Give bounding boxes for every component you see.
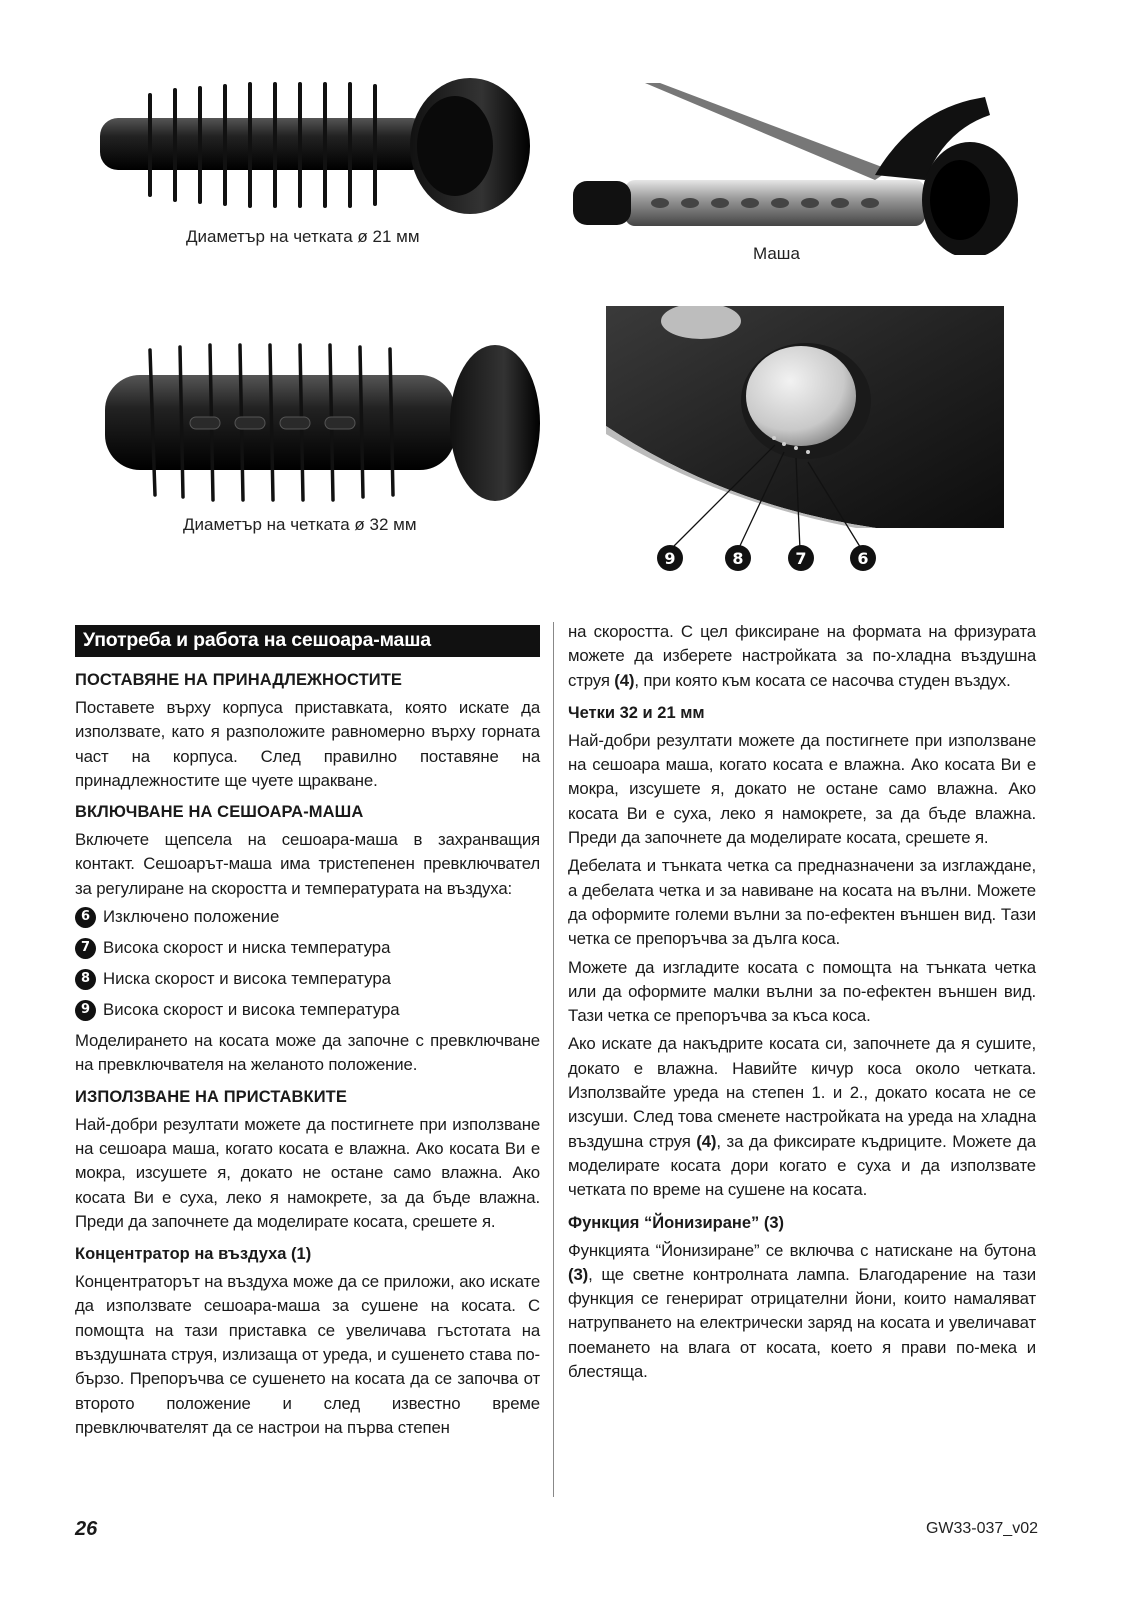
number-badge: 6 [75,907,96,928]
paragraph-switch-on: Включете щепсела на сешоара-маша в захранващия контакт. Сешоарът-маша има тристепенен превключвател за регулиране на скоростта и температурата на въздуха: [75,830,540,898]
list-item-text: Висока скорост и висока температура [103,1000,400,1020]
paragraph-curling: Ако искате да накъдрите косата си, започнете да я сушите, докато е влажна. Навийте кичур коса около четката. Използвайте уреда на степен 1. и 2., докато косата не се изсуши. След това сменете настройката на уреда на хладна въздушна струя (4), за да фиксирате къдриците. Можете да моделирате косата дори когато е суха и да използвате четката по време на сушене на косата. [568,1034,1036,1200]
callout-lines [660,440,900,560]
paragraph-styling-start: Моделирането на косата може да започне с превключване на превключвателя на желаното положение. [75,1031,540,1075]
list-item-8 [75,967,540,991]
paragraph-attach: Поставете върху корпуса приставката, която искате да използвате, като я разположите равномерно върху горната част на корпуса. След правилно поставяне на принадлежностите ще чуете щракване. [75,698,540,790]
callout-6: 6 [850,545,876,571]
paragraph-thin-brush: Можете да изгладите косата с помощта на тънката четка или да оформите малки вълни за по-ефектен външен вид. Тази четка се препоръчва за къса коса. [568,957,1036,1026]
paragraph-thick-thin-brush: Дебелата и тънката четка са предназначени за изглаждане, а дебелата четка и за навиване на косата на вълни. Можете да оформите големи вълни за по-ефектен външен вид. Тази четка се препоръчва за дълга коса. [568,856,1036,949]
heading-brushes: Четки 32 и 21 мм [568,703,705,722]
callout-9: 9 [657,545,683,571]
heading-switch-on: ВКЛЮЧВАНЕ НА СЕШОАРА-МАША [75,803,364,822]
heading-air-concentrator: Концентратор на въздуха (1) [75,1245,312,1264]
document-code: GW33-037_v02 [925,1520,1038,1537]
list-item-6 [75,905,540,929]
brush-32mm-caption: Диаметър на четката ø 32 мм [183,515,417,534]
list-item-text: Ниска скорост и висока температура [103,969,392,989]
paragraph-air-concentrator: Концентраторът на въздуха може да се приложи, ако искате да използвате сешоара-маша за сушене на косата. С помощта на тази приставка се увеличава гъстотата на въздушната струя, излизаща от уреда, и сушенето става по-бързо. Препоръчва се сушенето на косата да се започва от второто положение и след известно време превключвателят да се настрои на първа степен [75,1272,540,1437]
left-column [75,625,540,1444]
heading-attach-accessories: ПОСТАВЯНЕ НА ПРИНАДЛЕЖНОСТИТЕ [75,671,403,689]
page-number: 26 [75,1518,98,1540]
heading-using-attachments: ИЗПОЛЗВАНЕ НА ПРИСТАВКИТЕ [75,1087,347,1106]
paragraph-speed-continued: на скоростта. С цел фиксиране на формата на фризурата можете да изберете настройката за по-хладна въздушна струя (4), при която към косата се насочва студен въздух. [568,622,1036,690]
paragraph-ionization: Функцията “Йонизиране” се включва с натискане на бутона (3), ще светне контролната лампа. Благодарение на тази функция се генерират отрицателни йони, които намаляват натрупването на електрически заряд на косата и увеличават поемането на влага от косата, което я прави по-мека и блестяща. [568,1240,1036,1382]
number-badge: 9 [75,1000,96,1021]
heading-ionization: Функция “Йонизиране” (3) [568,1213,785,1232]
paragraph-best-results: Най-добри резултати можете да постигнете при използване на сешоара маша, когато косата е влажна. Ако косата Ви е мокра, изсушете я, докато не остане само влажна. Ако косата Ви е суха, леко я намокрете, за да бъде влажна. Преди да започнете да моделирате косата, срешете я. [75,1114,540,1231]
curling-iron-image [565,75,1025,255]
callout-8: 8 [725,545,751,571]
list-item-9 [75,998,540,1022]
right-column [568,620,1036,1388]
list-item-7 [75,936,540,960]
brush-21mm-caption: Диаметър на четката ø 21 мм [186,227,420,246]
list-item-text: Висока скорост и ниска температура [103,938,391,958]
curling-iron-caption: Маша [753,244,800,263]
brush-21mm-image [95,70,535,225]
column-divider [553,622,554,1497]
list-item-text: Изключено положение [103,907,280,927]
number-badge: 7 [75,938,96,959]
section-title: Употреба и работа на сешоара-маша [75,625,540,657]
number-badge: 8 [75,969,96,990]
callout-7: 7 [788,545,814,571]
paragraph-brushes-results: Най-добри резултати можете да постигнете при използване на сешоара маша, когато косата е влажна. Ако косата Ви е мокра, изсушете я, докато не остане само влажна. Ако косата Ви е суха, леко я намокрете, за да бъде влажна. Преди да започнете да моделирате косата, срешете я. [568,730,1036,848]
brush-32mm-image [95,335,545,510]
